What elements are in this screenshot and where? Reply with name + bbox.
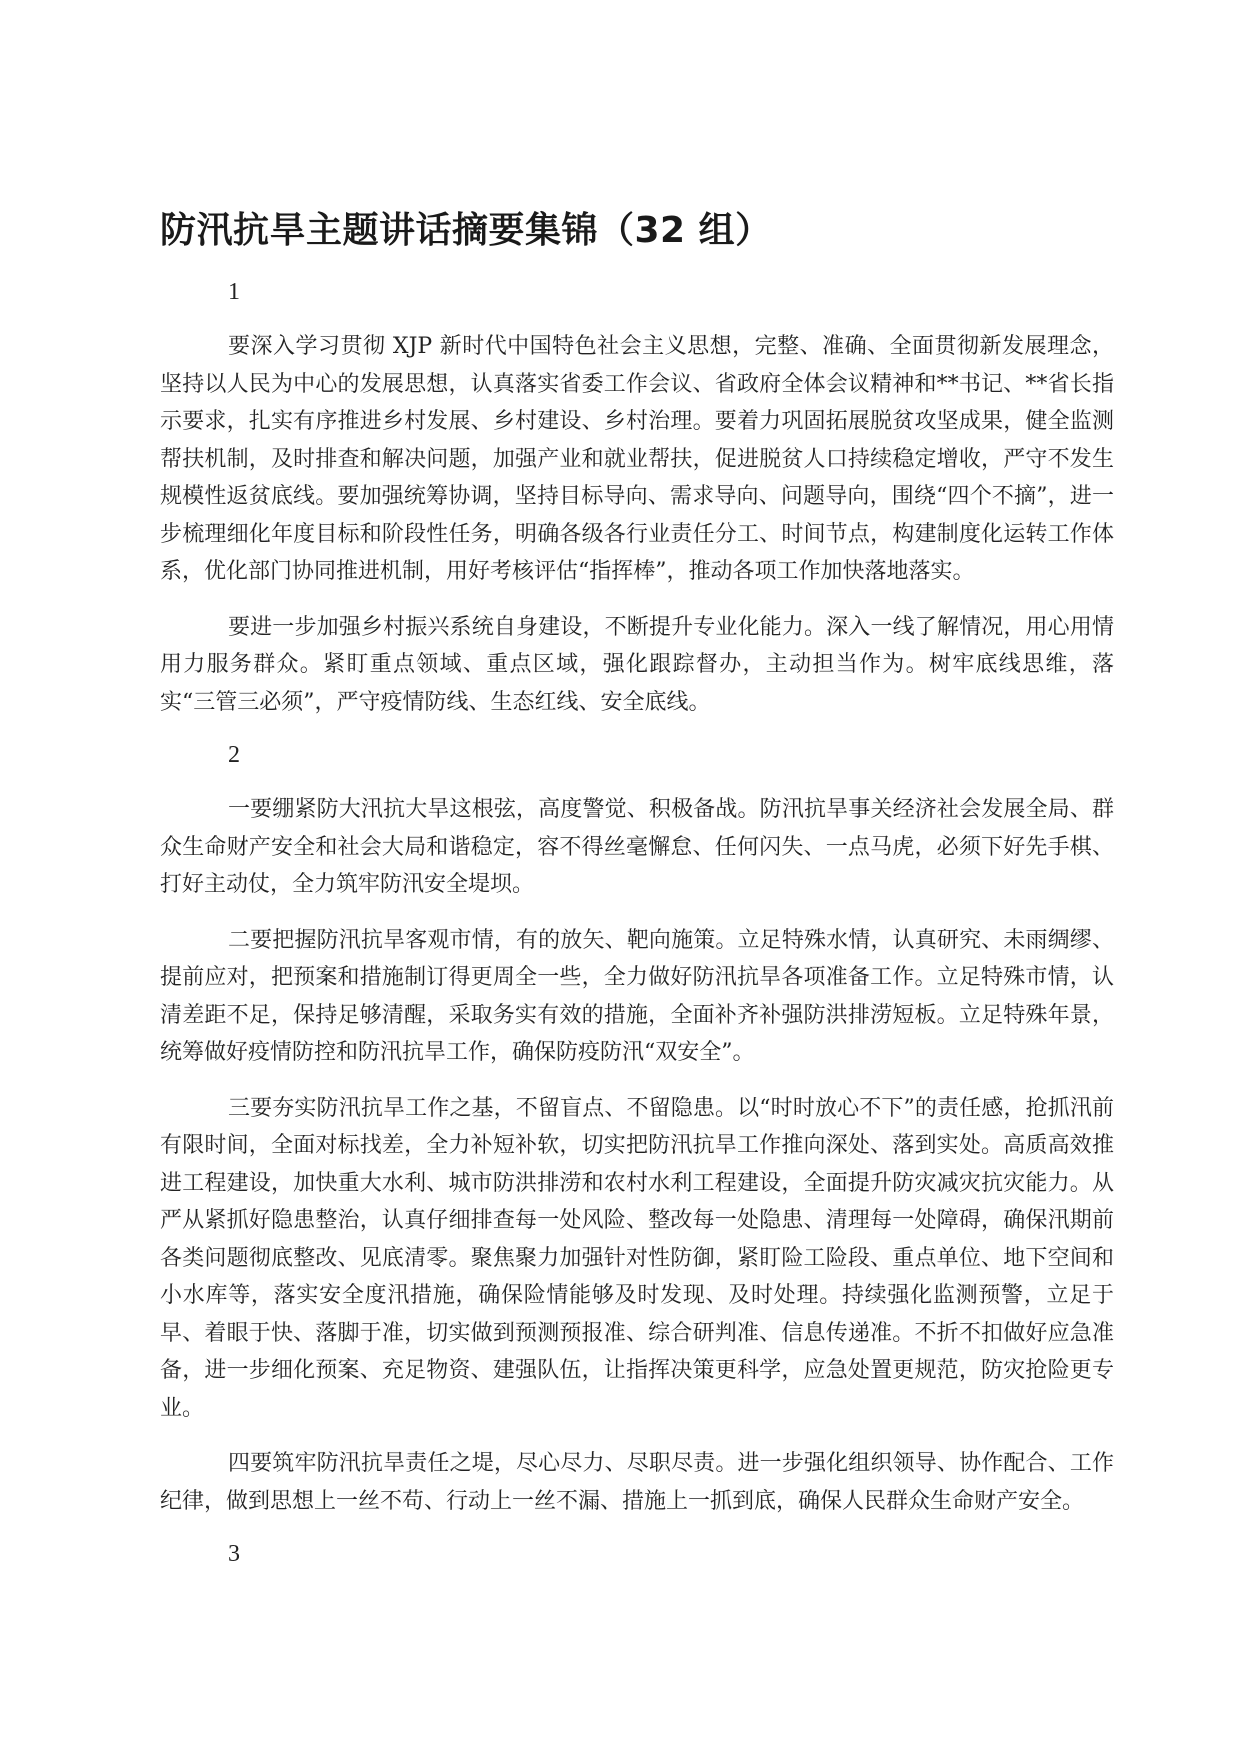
document-body bbox=[160, 208, 1114, 1590]
section-number: 2 bbox=[228, 742, 240, 768]
paragraph: 要进一步加强乡村振兴系统自身建设，不断提升专业化能力。深入一线了解情况，用心用情用力服务群众。紧盯重点领域、重点区域，强化跟踪督办，主动担当作为。树牢底线思维，落实“三管三必须”，严守疫情防线、生态红线、安全底线。 bbox=[160, 614, 1114, 715]
section-1 bbox=[160, 276, 1114, 721]
section-number: 3 bbox=[228, 1541, 240, 1567]
paragraph: 四要筑牢防汛抗旱责任之堤，尽心尽力、尽职尽责。进一步强化组织领导、协作配合、工作纪律，做到思想上一丝不苟、行动上一丝不漏、措施上一抓到底，确保人民群众生命财产安全。 bbox=[160, 1451, 1114, 1514]
section-number: 1 bbox=[228, 279, 240, 305]
section-2 bbox=[160, 739, 1114, 1520]
paragraph: 要深入学习贯彻 XJP 新时代中国特色社会主义思想，完整、准确、全面贯彻新发展理念，坚持以人民为中心的发展思想，认真落实省委工作会议、省政府全体会议精神和**书记、**省长指示要求，扎实有序推进乡村发展、乡村建设、乡村治理。要着力巩固拓展脱贫攻坚成果，健全监测帮扶机制，及时排查和解决问题，加强产业和就业帮扶，促进脱贫人口持续稳定增收，严守不发生规模性返贫底线。要加强统筹协调，坚持目标导向、需求导向、问题导向，围绕“四个不摘”，进一步梳理细化年度目标和阶段性任务，明确各级各行业责任分工、时间节点，构建制度化运转工作体系，优化部门协同推进机制，用好考核评估“指挥棒”，推动各项工作加快落地落实。 bbox=[160, 334, 1114, 584]
paragraph: 三要夯实防汛抗旱工作之基，不留盲点、不留隐患。以“时时放心不下”的责任感，抢抓汛前有限时间，全面对标找差，全力补短补软，切实把防汛抗旱工作推向深处、落到实处。高质高效推进工程建设，加快重大水利、城市防洪排涝和农村水利工程建设，全面提升防灾减灾抗灾能力。从严从紧抓好隐患整治，认真仔细排查每一处风险、整改每一处隐患、清理每一处障碍，确保汛期前各类问题彻底整改、见底清零。聚焦聚力加强针对性防御，紧盯险工险段、重点单位、地下空间和小水库等，落实安全度汛措施，确保险情能够及时发现、及时处理。持续强化监测预警，立足于早、着眼于快、落脚于准，切实做到预测预报准、综合研判准、信息传递准。不折不扣做好应急准备，进一步细化预案、充足物资、建强队伍，让指挥决策更科学，应急处置更规范，防灾抢险更专业。 bbox=[160, 1095, 1114, 1421]
paragraph: 二要把握防汛抗旱客观市情，有的放矢、靶向施策。立足特殊水情，认真研究、未雨绸缪、提前应对，把预案和措施制订得更周全一些，全力做好防汛抗旱各项准备工作。立足特殊市情，认清差距不足，保持足够清醒，采取务实有效的措施，全面补齐补强防洪排涝短板。立足特殊年景，统筹做好疫情防控和防汛抗旱工作，确保防疫防汛“双安全”。 bbox=[160, 927, 1114, 1065]
paragraph: 一要绷紧防大汛抗大旱这根弦，高度警觉、积极备战。防汛抗旱事关经济社会发展全局、群众生命财产安全和社会大局和谐稳定，容不得丝毫懈怠、任何闪失、一点马虎，必须下好先手棋、打好主动仗，全力筑牢防汛安全堤坝。 bbox=[160, 797, 1114, 897]
section-3 bbox=[160, 1538, 1114, 1570]
document-title: 防汛抗旱主题讲话摘要集锦（32 组） bbox=[160, 210, 772, 251]
